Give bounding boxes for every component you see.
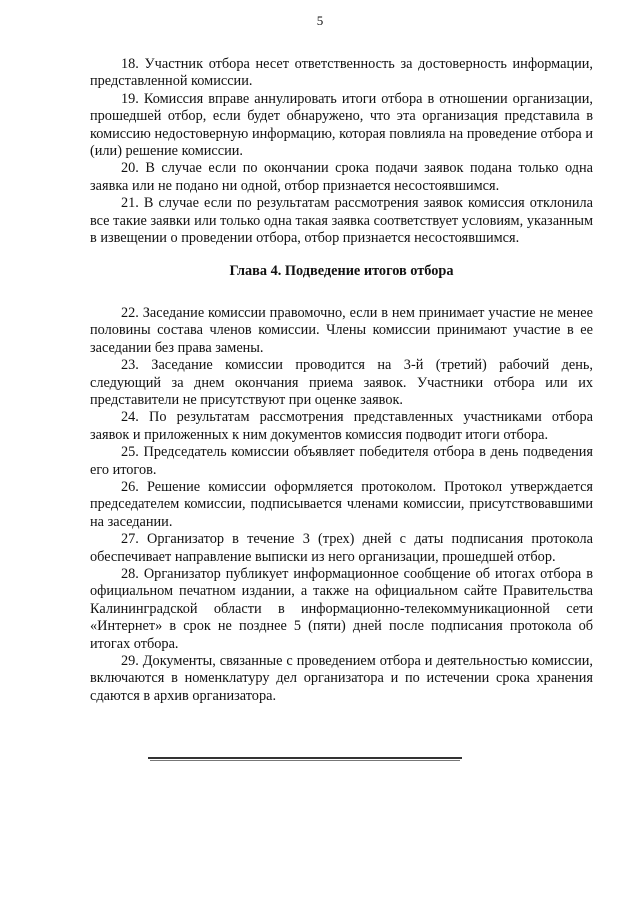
paragraph-18: 18. Участник отбора несет ответственность за достоверность информации, представленной комиссии. [90,56,593,90]
paragraph-23: 23. Заседание комиссии проводится на 3-й (третий) рабочий день, следующий за днем окончания приема заявок. Участники отбора или их представители не присутствуют при оценке заявок. [90,357,593,408]
paragraph-26: 26. Решение комиссии оформляется протоколом. Протокол утверждается председателем комиссии, подписывается членами комиссии, присутствовавшими на заседании. [90,478,593,530]
paragraph-24: 24. По результатам рассмотрения представленных участниками отбора заявок и приложенных к ним документов комиссия подводит итоги отбора. [90,409,593,443]
paragraph-20: 20. В случае если по окончании срока подачи заявок подана только одна заявка или не подано ни одной, отбор признается несостоявшимся. [90,160,593,194]
chapter-heading: Глава 4. Подведение итогов отбора [229,263,454,280]
paragraph-22: 22. Заседание комиссии правомочно, если в нем принимает участие не менее половины состава членов комиссии. Члены комиссии принимают участие в ее заседании без права замены. [90,304,593,356]
page-number: 5 [316,13,324,28]
paragraph-25: 25. Председатель комиссии объявляет победителя отбора в день подведения его итогов. [90,444,593,478]
paragraph-28: 28. Организатор публикует информационное сообщение об итогах отбора в официальном печатном издании, а также на официальном сайте Правительства Калининградской области в информационно-телекоммуникационной сети «Интернет» в срок не позднее 5 (пяти) дней после подписания протокола об итогах отбора. [90,565,593,652]
paragraph-27: 27. Организатор в течение 3 (трех) дней с даты подписания протокола обеспечивает направление выписки из него организации, прошедшей отбор. [90,531,593,565]
paragraph-21: 21. В случае если по результатам рассмотрения заявок комиссия отклонила все такие заявки или только одна такая заявка соответствует условиям, указанным в извещении о проведении отбора, отбор признается несостоявшимся. [90,195,593,247]
paragraph-19: 19. Комиссия вправе аннулировать итоги отбора в отношении организации, прошедшей отбор, если будет обнаружено, что эта организация представила в комиссию недостоверную информацию, которая повлияла на проведение отбора и (или) решение комиссии. [90,90,593,160]
end-of-document-rule [148,757,462,759]
document-body [90,56,593,705]
paragraph-29: 29. Документы, связанные с проведением отбора и деятельностью комиссии, включаются в номенклатуру дел организатора и по истечении срока хранения сдаются в архив организатора. [90,653,593,704]
end-of-document-rule-shadow [150,760,460,761]
